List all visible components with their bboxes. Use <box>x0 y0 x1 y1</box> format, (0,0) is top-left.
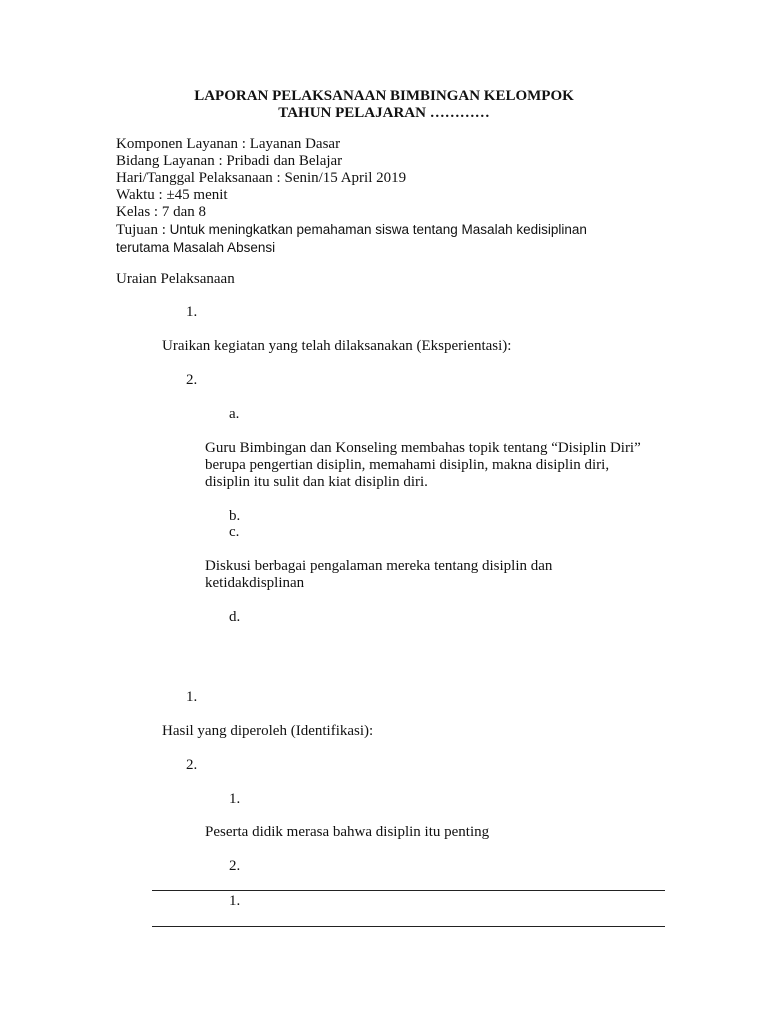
list-letter: c. <box>229 524 240 540</box>
document-title: LAPORAN PELAKSANAAN BIMBINGAN KELOMPOK <box>194 88 574 104</box>
tujuan-label: Tujuan : <box>116 222 170 238</box>
list-number: 2. <box>229 858 241 874</box>
list-number: 2. <box>186 757 198 773</box>
hari-tanggal: Hari/Tanggal Pelaksanaan : Senin/15 April 2019 <box>116 170 407 186</box>
diskusi-paragraph-line: ketidakdisplinan <box>205 575 305 591</box>
bidang-layanan: Bidang Layanan : Pribadi dan Belajar <box>116 153 343 169</box>
guru-paragraph-line: Guru Bimbingan dan Konseling membahas topik tentang “Disiplin Diri” <box>205 440 641 456</box>
guru-paragraph-line: disiplin itu sulit dan kiat disiplin diri. <box>205 474 428 490</box>
list-letter: b. <box>229 508 241 524</box>
list-number: 1. <box>186 689 198 705</box>
list-letter: d. <box>229 609 241 625</box>
table-border-bottom <box>152 926 665 927</box>
kelas: Kelas : 7 dan 8 <box>116 204 206 220</box>
komponen-layanan: Komponen Layanan : Layanan Dasar <box>116 136 341 152</box>
table-border-top <box>152 890 665 891</box>
list-number: 1. <box>186 304 198 320</box>
waktu: Waktu : ±45 menit <box>116 187 228 203</box>
list-number: 2. <box>186 372 198 388</box>
uraian-heading: Uraian Pelaksanaan <box>116 271 235 287</box>
tujuan-text: Untuk meningkatkan pemahaman siswa tentang Masalah kedisiplinan <box>169 222 587 237</box>
guru-paragraph-line: berupa pengertian disiplin, memahami disiplin, makna disiplin diri, <box>205 457 610 473</box>
eksperientasi-heading: Uraikan kegiatan yang telah dilaksanakan (Eksperientasi): <box>162 338 512 354</box>
tujuan-text-continued: terutama Masalah Absensi <box>116 240 276 255</box>
list-number: 1. <box>229 791 241 807</box>
tujuan <box>116 221 587 239</box>
hasil-heading: Hasil yang diperoleh (Identifikasi): <box>162 723 374 739</box>
document-subtitle: TAHUN PELAJARAN ………… <box>278 105 490 121</box>
diskusi-paragraph-line: Diskusi berbagai pengalaman mereka tentang disiplin dan <box>205 558 553 574</box>
peserta-text: Peserta didik merasa bahwa disiplin itu penting <box>205 824 490 840</box>
table-row-number: 1. <box>229 893 241 909</box>
list-letter: a. <box>229 406 240 422</box>
